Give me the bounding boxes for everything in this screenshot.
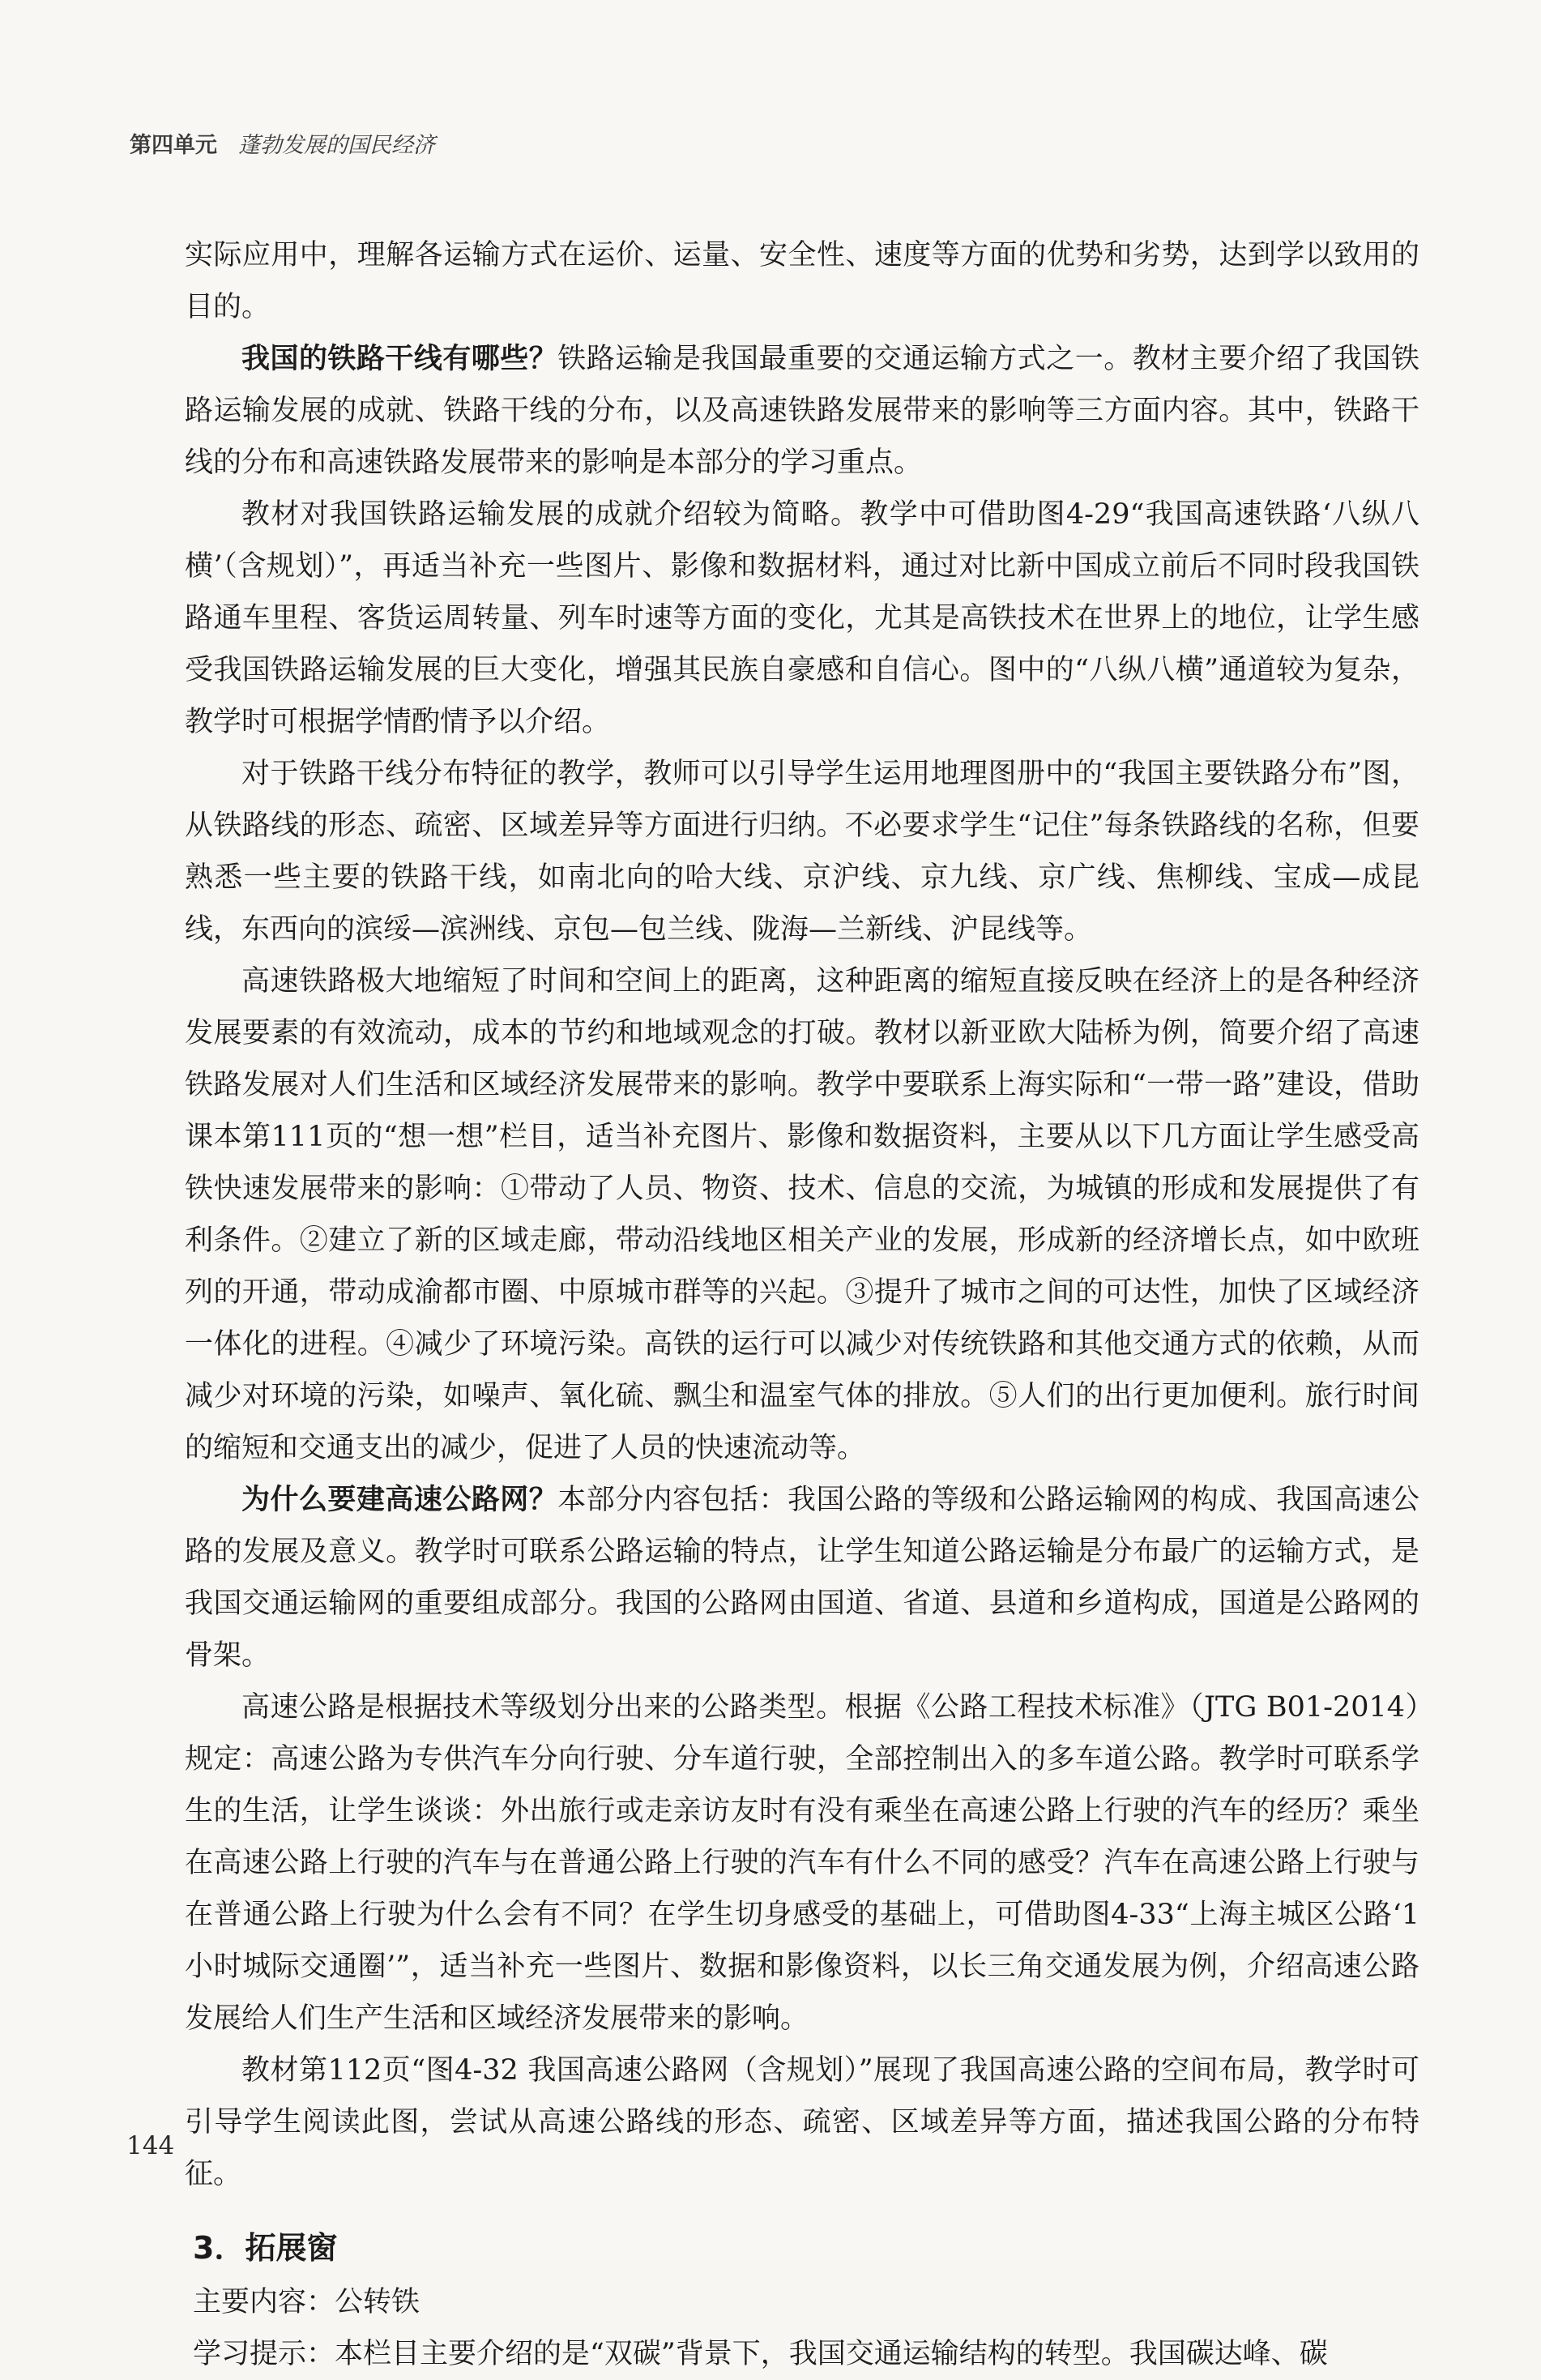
main-content-line: 主要内容：公转铁	[193, 2286, 420, 2318]
paragraph	[185, 2045, 1419, 2200]
section-heading: 3．拓展窗	[193, 2230, 338, 2266]
paragraph-text: 对于铁路干线分布特征的教学，教师可以引导学生运用地理图册中的“我国主要铁路分布”图，从铁路线的形态、疏密、区域差异等方面进行归纳。不必要求学生“记住”每条铁路线的名称，但要熟悉一些主要的铁路干线，如南北向的哈大线、京沪线、京九线、京广线、焦柳线、宝成—成昆线，东西向的滨绥—滨洲线、京包—包兰线、陇海—兰新线、沪昆线等。	[185, 758, 1419, 946]
page-number: 144	[126, 2131, 175, 2160]
paragraph	[185, 748, 1419, 955]
paragraph-text: 铁路运输是我国最重要的交通运输方式之一。教材主要介绍了我国铁路运输发展的成就、铁路干线的分布，以及高速铁路发展带来的影响等三方面内容。其中，铁路干线的分布和高速铁路发展带来的影响是本部分的学习重点。	[185, 343, 1419, 479]
question-heading: 我国的铁路干线有哪些？	[241, 343, 558, 375]
paragraph-text: 教材对我国铁路运输发展的成就介绍较为简略。教学中可借助图4-29“我国高速铁路‘八纵八横’（含规划）”，再适当补充一些图片、影像和数据材料，通过对比新中国成立前后不同时段我国铁路通车里程、客货运周转量、列车时速等方面的变化，尤其是高铁技术在世界上的地位，让学生感受我国铁路运输发展的巨大变化，增强其民族自豪感和自信心。图中的“八纵八横”通道较为复杂，教学时可根据学情酌情予以介绍。	[185, 498, 1419, 738]
paragraph	[185, 955, 1419, 1474]
paragraph	[185, 1681, 1419, 2045]
paragraph-text: 教材第112页“图4-32 我国高速公路网（含规划）”展现了我国高速公路的空间布局，教学时可引导学生阅读此图，尝试从高速公路线的形态、疏密、区域差异等方面，描述我国公路的分布特征。	[185, 2054, 1419, 2190]
body-text	[185, 229, 1419, 2380]
unit-title: 第四单元	[130, 133, 217, 158]
unit-topic: 蓬勃发展的国民经济	[238, 133, 435, 158]
running-header	[130, 130, 435, 162]
paragraph	[185, 333, 1419, 489]
paragraph-text: 本部分内容包括：我国公路的等级和公路运输网的构成、我国高速公路的发展及意义。教学时可联系公路运输的特点，让学生知道公路运输是分布最广的运输方式，是我国交通运输网的重要组成部分。我国的公路网由国道、省道、县道和乡道构成，国道是公路网的骨架。	[185, 1484, 1419, 1672]
paragraph	[185, 1474, 1419, 1681]
question-heading: 为什么要建高速公路网？	[241, 1484, 558, 1516]
study-tip-line: 学习提示：本栏目主要介绍的是“双碳”背景下，我国交通运输结构的转型。我国碳达峰、碳	[193, 2338, 1328, 2370]
paragraph-text: 高速公路是根据技术等级划分出来的公路类型。根据《公路工程技术标准》（JTG B01-2014）规定：高速公路为专供汽车分向行驶、分车道行驶，全部控制出入的多车道公路。教学时可联系学生的生活，让学生谈谈：外出旅行或走亲访友时有没有乘坐在高速公路上行驶的汽车的经历？乘坐在高速公路上行驶的汽车与在普通公路上行驶的汽车有什么不同的感受？汽车在高速公路上行驶与在普通公路上行驶为什么会有不同？在学生切身感受的基础上，可借助图4-33“上海主城区公路‘1小时城际交通圈’”，适当补充一些图片、数据和影像资料，以长三角交通发展为例，介绍高速公路发展给人们生产生活和区域经济发展带来的影响。	[185, 1691, 1419, 2035]
paragraph	[185, 489, 1419, 748]
paragraph-text: 实际应用中，理解各运输方式在运价、运量、安全性、速度等方面的优势和劣势，达到学以致用的目的。	[185, 239, 1419, 323]
paragraph-text: 高速铁路极大地缩短了时间和空间上的距离，这种距离的缩短直接反映在经济上的是各种经济发展要素的有效流动，成本的节约和地域观念的打破。教材以新亚欧大陆桥为例，简要介绍了高速铁路发展对人们生活和区域经济发展带来的影响。教学中要联系上海实际和“一带一路”建设，借助课本第111页的“想一想”栏目，适当补充图片、影像和数据资料，主要从以下几方面让学生感受高铁快速发展带来的影响：①带动了人员、物资、技术、信息的交流，为城镇的形成和发展提供了有利条件。②建立了新的区域走廊，带动沿线地区相关产业的发展，形成新的经济增长点，如中欧班列的开通，带动成渝都市圈、中原城市群等的兴起。③提升了城市之间的可达性，加快了区域经济一体化的进程。④减少了环境污染。高铁的运行可以减少对传统铁路和其他交通方式的依赖，从而减少对环境的污染，如噪声、氧化硫、飘尘和温室气体的排放。⑤人们的出行更加便利。旅行时间的缩短和交通支出的减少，促进了人员的快速流动等。	[185, 965, 1419, 1464]
paragraph	[185, 229, 1419, 333]
